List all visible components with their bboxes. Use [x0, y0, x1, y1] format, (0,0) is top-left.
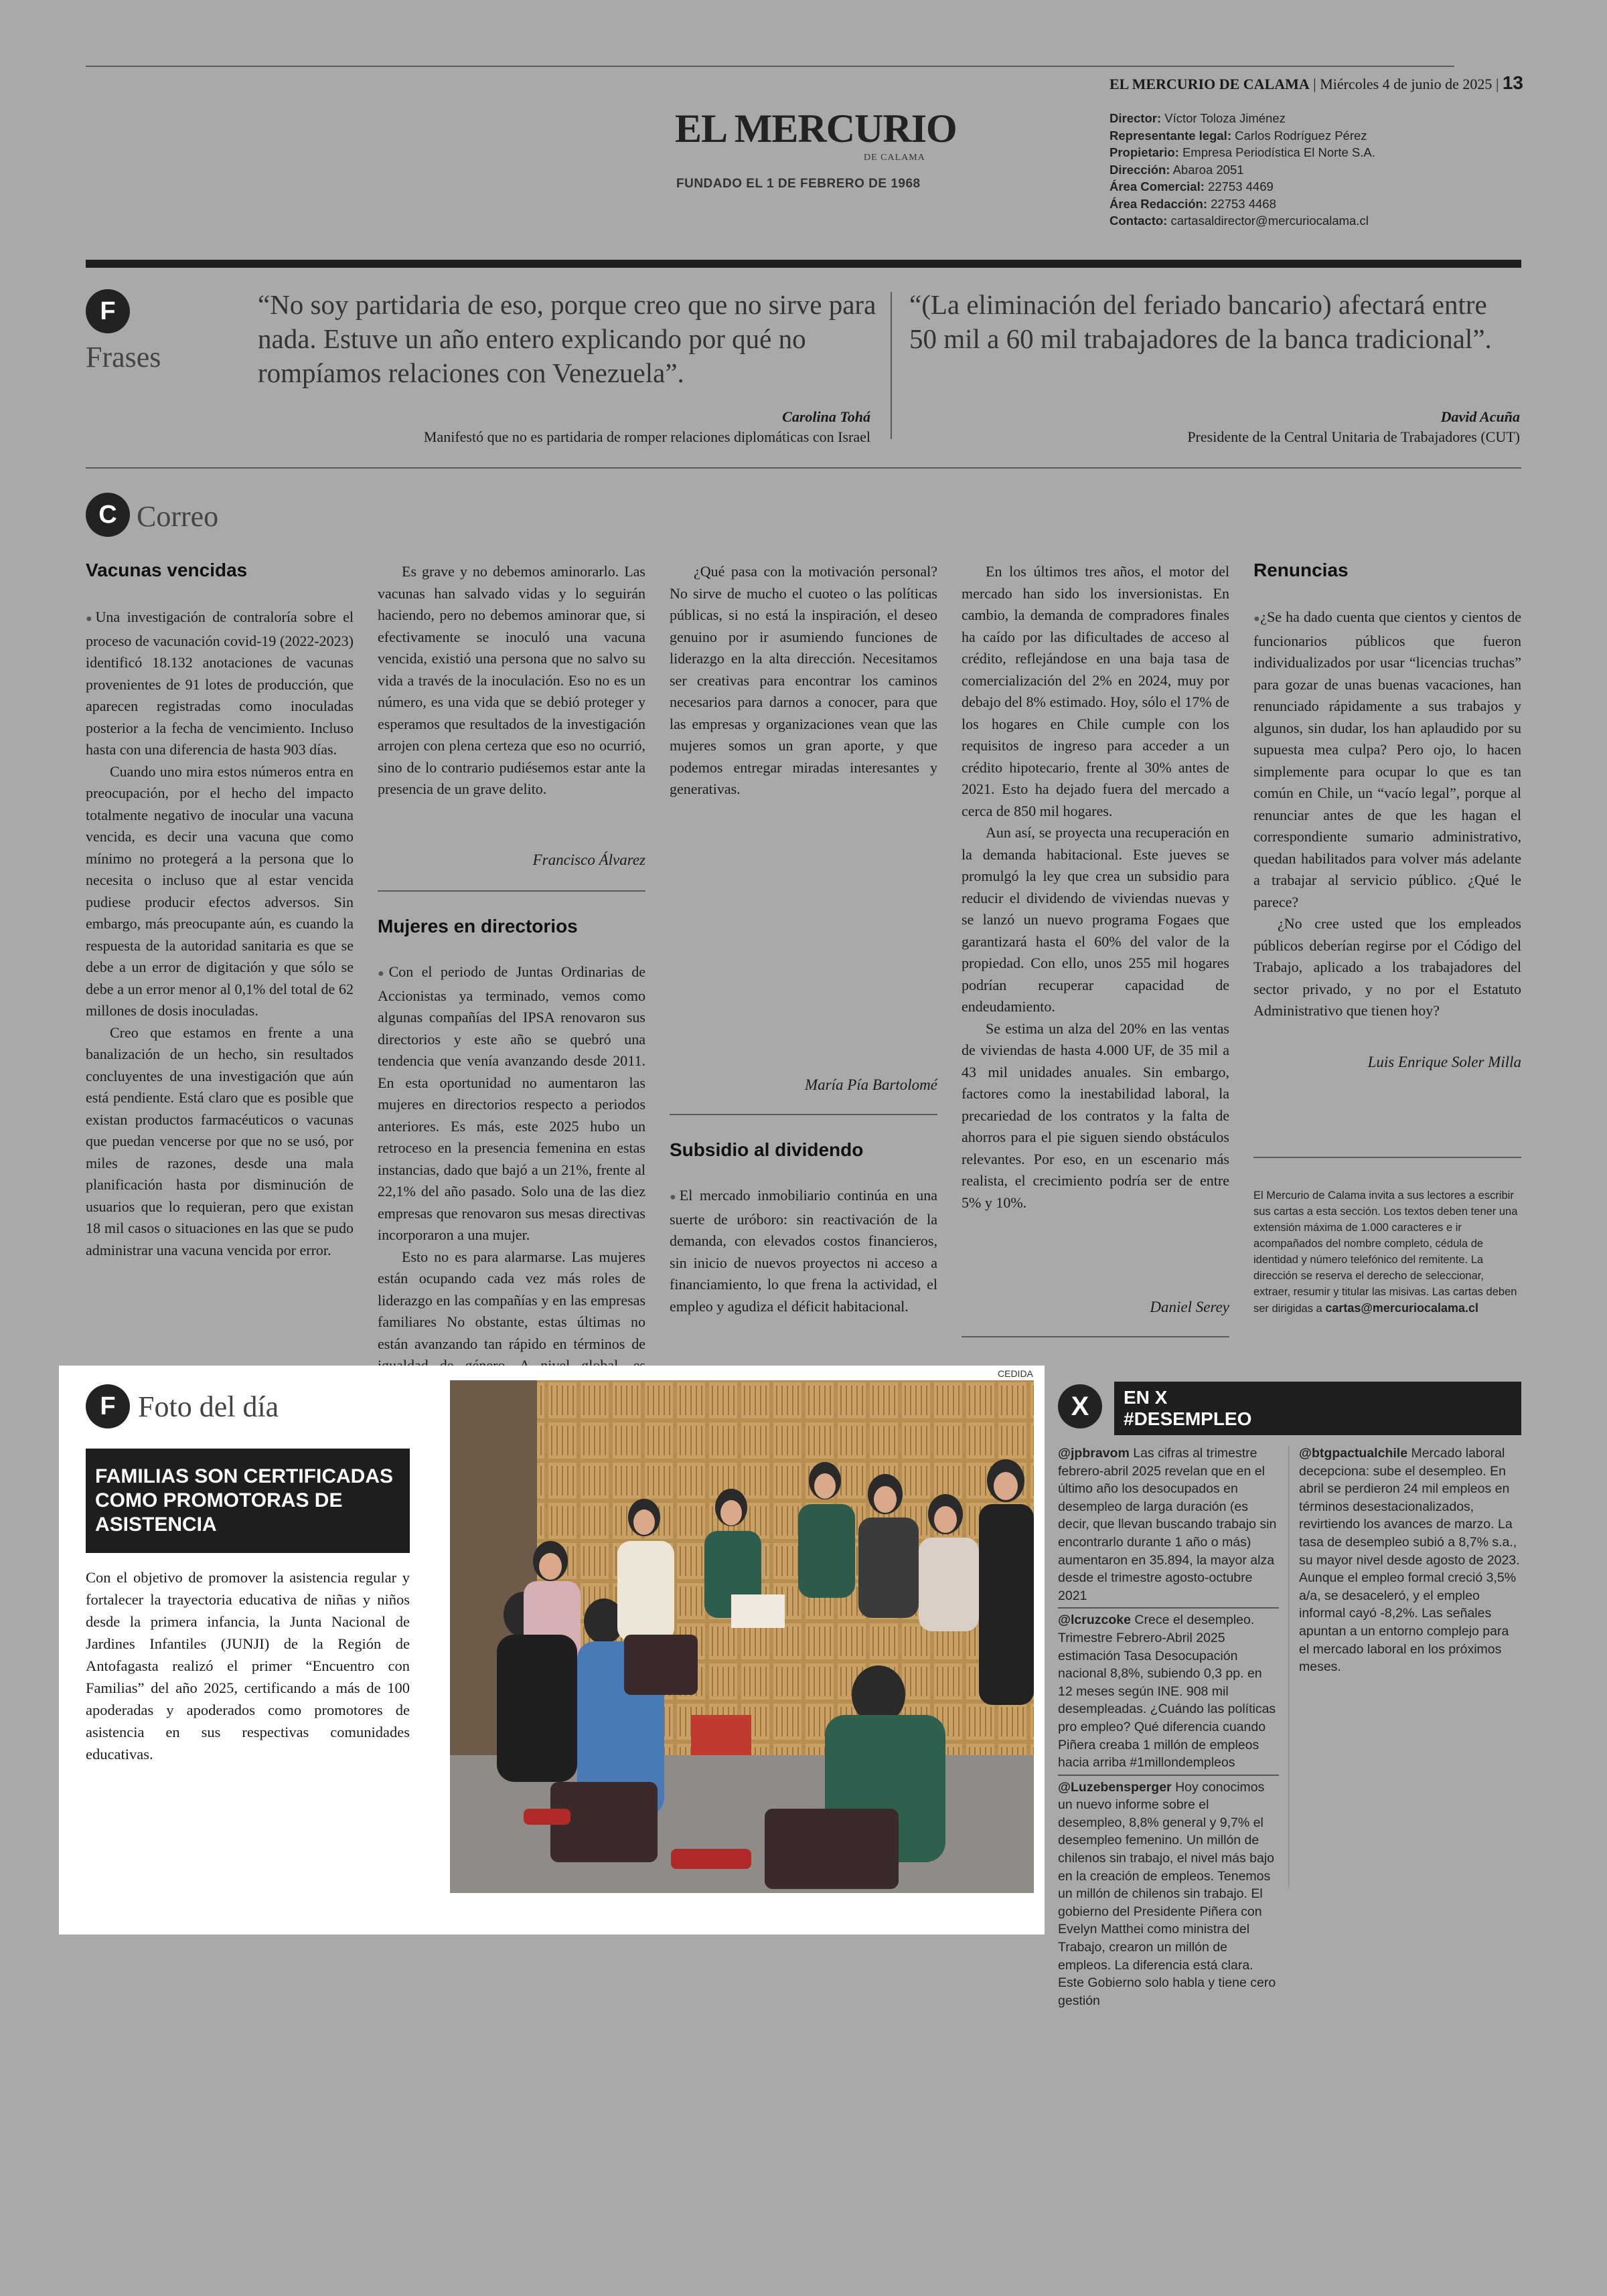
tweet-user[interactable]: @jpbravom — [1058, 1446, 1130, 1461]
foto-badge-icon: F — [86, 1384, 130, 1428]
bullet-icon: ● — [378, 968, 389, 979]
subsidio-col-4 — [962, 561, 1229, 1214]
photo-credit: CEDIDA — [998, 1368, 1033, 1379]
newspaper-logo-sub: DE CALAMA — [864, 153, 925, 163]
founded-line: FUNDADO EL 1 DE FEBRERO DE 1968 — [676, 177, 921, 191]
header-line — [1098, 72, 1523, 94]
x-title-line1: EN X — [1124, 1387, 1168, 1408]
bullet-icon: ● — [86, 613, 96, 625]
staff-row — [1109, 212, 1375, 230]
paragraph-text: Con el periodo de Juntas Ordinarias de Accionistas ya terminado, vemos como algunas compañías del IPSA renovaron sus directorios y este año se quebró una tendencia que venía avanzando desde 2011. En esta oportunidad no aumentaron las mujeres en directorios respecto a periodos anteriores. Es más, este 2025 hubo un retroceso en la presencia femenina en estas instancias, dado que bajó a un 21%, frente al 22,1% del año pasado. Solo una de las diez empresas que renovaron sus mesas directivas incorporaron a una mujer. — [378, 963, 646, 1243]
letter-paragraph: Cuando uno mira estos números entra en preocupación, por el hecho del impacto totalmente negativo de inocular una vacuna vencida, es decir una vacuna que como mínimo no protegerá a la persona que lo necesita o incluso que al estar vencida pudiese producir efectos adversos. Sin embargo, más preocupante aún, es cuando la respuesta de la autoridad sanitaria es que se debe a un error de digitación y que sólo se debe a un error menor al 0,1% del total de 62 millones de dosis inoculadas. — [86, 762, 354, 1019]
staff-value: 22753 4468 — [1211, 196, 1276, 211]
staff-label: Dirección: — [1109, 162, 1170, 177]
staff-value: Víctor Toloza Jiménez — [1164, 111, 1286, 125]
letter-paragraph: Esto no es para alarmarse. Las mujeres están ocupando cada vez más roles de liderazgo en las compañías y en las empresas familiares No obstante, estas últimas no están avanzando tan rápido en términos de — [378, 1248, 645, 1352]
top-rule — [86, 66, 1454, 67]
separator: | — [1313, 76, 1316, 92]
paragraph-text: ¿Se ha dado cuenta que cientos y cientos de funcionarios públicos que fueron individualizados por usar “licencias truchas” para gozar de unas buenas vacaciones, han renunciado rápidamente a sus trabajos y algunos, sin dudar, los han aplaudido por su supuesta mea culpa? Pero ojo, lo hacen simplemente para ocupar lo que es tan común en Chile, un “vacío legal”, porque al renunciar antes de que les hagan el correspondiente sumario administrativo, quedan habilitados para volver más adelante a trabajar al servicio público. ¿Qué le parece? — [1253, 608, 1521, 910]
letter-paragraph — [378, 961, 645, 1246]
vacunas-title: Vacunas vencidas — [86, 560, 248, 580]
col4-bottom-rule — [962, 1336, 1229, 1337]
tweet-user[interactable]: @Luzebensperger — [1058, 1779, 1172, 1795]
letters-note — [1253, 1187, 1521, 1317]
tweet-user[interactable]: @btgpactualchile — [1299, 1446, 1408, 1461]
letter-paragraph: Se estima un alza del 20% en las ventas de viviendas de hasta 4.000 UF, de 35 mil a 43 mil unidades anuales. Sin embargo, factores como la inestabilidad laboral, la precariedad de los contratos y la falta de ahorros para el pie siguen siendo obstáculos relevantes. Por eso, en un escenario más realista, el crecimiento podría ser de entre 5% y 10%. — [962, 1019, 1229, 1211]
tweet-text: Crece el desempleo. Trimestre Febrero-Abril 2025 estimación Tasa Desocupación nacional 8,8%, subiendo 0,3 pp. en 12 meses según INE. 908 mil desempleadas. ¿Cuándo las políticas pro empleo? Qué diferencia cuando Piñera creaba 1 millón de empleos hacia arriba #1millondempleos — [1058, 1613, 1276, 1771]
issue-date: Miércoles 4 de junio de 2025 — [1320, 76, 1493, 92]
thick-rule — [86, 260, 1521, 268]
staff-row — [1109, 161, 1375, 179]
letter-paragraph: ¿No cree usted que los empleados públicos deberían regirse por el Código del Trabajo, aplicado a los trabajadores del sector privado, y no por el Estatuto Administrativo que tienen hoy? — [1253, 915, 1521, 1019]
foto-image — [450, 1380, 1034, 1893]
subsidio-col-3 — [670, 1185, 937, 1317]
bullet-icon: ● — [670, 1192, 680, 1203]
quote-acuña: “(La eliminación del feriado bancario) afectará entre 50 mil a 60 mil trabajadores de la banca tradicional”. — [909, 289, 1492, 354]
col2-divider — [378, 890, 645, 892]
staff-row — [1109, 110, 1375, 127]
staff-box — [1109, 110, 1375, 230]
tweet-text: Mercado laboral decepciona: sube el desempleo. En abril se perdieron 24 mil empleos en términos desestacionalizados, revirtiendo los avances de marzo. La tasa de desempleo subió a 8,7% s.a., su mayor nivel desde agosto de 2023. Aunque el empleo formal creció 3,5% a/a, se desaceleró, y el empleo informal cayó -8,2%. Las señales apuntan a un entorno complejo para el mercado laboral en los próximos meses. — [1299, 1446, 1520, 1675]
subsidio-title: Subsidio al dividendo — [670, 1139, 864, 1160]
letter-paragraph — [670, 1185, 937, 1317]
quote-author-2: David Acuña — [1440, 408, 1520, 425]
x-title-line2: #DESEMPLEO — [1124, 1408, 1252, 1429]
subsidio-signature: Daniel Serey — [1150, 1299, 1229, 1315]
quote-role-2: Presidente de la Central Unitaria de Trabajadores (CUT) — [1187, 428, 1520, 445]
staff-value: Abaroa 2051 — [1172, 162, 1244, 177]
bullet-icon: ● — [1253, 613, 1261, 625]
foto-label: Foto del día — [138, 1390, 279, 1423]
letter-paragraph: Aun así, se proyecta una recuperación en la demanda habitacional. Este jueves se promulgó la ley que crea un subsidio para reducir el dividendo de viviendas nuevas y se lanzó un nuevo programa Fogaes que garantizará hasta el 60% del valor de la propiedad. Con ello, unos 255 mil hogares podrían recuperar capacidad de endeudamiento. — [962, 824, 1229, 1015]
staff-value: Carlos Rodríguez Pérez — [1235, 128, 1367, 143]
staff-value: cartasaldirector@mercuriocalama.cl — [1170, 214, 1369, 228]
correo-label: Correo — [137, 500, 219, 533]
staff-value: Empresa Periodística El Norte S.A. — [1182, 145, 1375, 159]
note-text: El Mercurio de Calama invita a sus lectores a escribir sus cartas a esta sección. Los textos deben tener una extensión máxima de 1.000 caracteres e ir acompañados del nombre completo, cédula de identidad y número telefónico del remitente. La dirección se reserva el derecho de seleccionar, extraer, resumir y titular las misivas. Las cartas deben ser dirigidas a — [1253, 1190, 1518, 1315]
tweets-col-1 — [1058, 1445, 1279, 2008]
frases-label: Frases — [86, 341, 161, 374]
quote-tohá: “No soy partidaria de eso, porque creo que no sirve para nada. Estuve un año entero explicando por qué no rompíamos relaciones con Venezuela”. — [258, 289, 876, 388]
letter-paragraph: Es grave y no debemos aminorarlo. Las vacunas han salvado vidas y lo seguirán haciendo, pero no debemos aminorar que, si efectivamente se inoculó una vacuna vencida, existió una persona que no salvo su vida a través de la inoculación. Eso no es un número, es una vida que se debió proteger y esperamos que resultados de la investigación arrojen con plena certeza que eso no ocurrió, sino de lo contrario pudiésemos estar ante la presencia de un grave delito. — [378, 563, 645, 797]
staff-label: Director: — [1109, 111, 1162, 125]
letter-paragraph: En los últimos tres años, el motor del mercado han sido los inversionistas. En cambio, la demanda de compradores finales ha caído por las dificultades de acceso al crédito, reflejándose en una baja tasa de comercialización del 2% en 2024, muy por debajo del 8% estimado. Hoy, sólo el 17% de los hogares en Chile cumple con los requisitos de ingreso para acceder a un crédito hipotecario, frente al 30% antes de 2021. Esto ha dejado fuera del mercado a cerca de 850 mil hogares. — [962, 563, 1229, 819]
tweet — [1058, 1779, 1279, 2008]
staff-label: Área Redacción: — [1109, 196, 1207, 211]
newspaper-logo: EL MERCURIO — [675, 106, 957, 151]
letter-paragraph — [86, 606, 354, 761]
correo-badge-icon: C — [86, 493, 130, 537]
paragraph-text: Una investigación de contraloría sobre el proceso de vacunación covid-19 (2022-2023) identificó 18.132 anotaciones de vacunas provenientes de 91 lotes de producción, que aparecen registradas como inoculadas posterior a la fecha de vencimiento. Incluso hasta con una diferencia de hasta 903 días. — [86, 608, 354, 758]
staff-label: Representante legal: — [1109, 128, 1231, 143]
tweet — [1058, 1611, 1279, 1775]
vacunas-signature: Francisco Álvarez — [532, 851, 645, 868]
tweet-text: Hoy conocimos un nuevo informe sobre el desempleo, 8,8% general y 9,7% el desempleo femenino. Un millón de chilenos sin trabajo, el nivel más bajo en la creación de empleos. Tenemos un millón de chilenos sin trabajo. El gobierno del Presidente Piñera con Evelyn Matthei como ministra del Trabajo, crearon un millón de empleos. La diferencia está clara. Este Gobierno solo habla y tiene cero gestión — [1058, 1779, 1276, 2008]
frases-bottom-rule — [86, 467, 1521, 469]
renuncias-col-5 — [1253, 606, 1521, 1022]
staff-row — [1109, 127, 1375, 145]
quote-author-1: Carolina Tohá — [782, 408, 870, 425]
mujeres-signature: María Pía Bartolomé — [804, 1076, 937, 1093]
staff-label: Área Comercial: — [1109, 179, 1205, 193]
letter-paragraph: Creo que estamos en frente a una banalización de un hecho, sin resultados concluyentes de una investigación que aún está pendiente. Está claro que es posible que existan productos farmacéuticos o vacunas que puedan vencerse por que no se usó, por miles de razones, desde una mala planificación hasta por disminución de usuarios que lo requieran, pero que existan 18 mil casos o situaciones en las que se pudo administrar una vacuna vencida por error. — [86, 1023, 354, 1258]
tweet-text: Las cifras al trimestre febrero-abril 2025 revelan que en el último año los desocupados en desempleo de larga duración (es decir, que llevan buscando trabajo sin encontrarlo durante 1 año o más) aumentaron en 35.894, la mayor alza desde el trimestre agosto-octubre 2021 — [1058, 1446, 1277, 1603]
separator: | — [1495, 76, 1499, 92]
staff-row — [1109, 144, 1375, 161]
col3-divider — [670, 1114, 937, 1115]
col5-divider — [1253, 1157, 1521, 1158]
paper-name: EL MERCURIO DE CALAMA — [1109, 76, 1310, 92]
frases-divider — [891, 292, 892, 439]
x-col-divider — [1288, 1446, 1289, 1888]
staff-row — [1109, 178, 1375, 195]
x-title — [1114, 1382, 1521, 1435]
staff-label: Propietario: — [1109, 145, 1179, 159]
staff-label: Contacto: — [1109, 214, 1168, 228]
tweets-col-2 — [1299, 1445, 1521, 1682]
foto-caption: Con el objetivo de promover la asistencia regular y fortalecer la trayectoria educativa de niñas y niños desde la primera infancia, la Junta Nacional de Jardines Infantiles (JUNJI) de la Región de Antofagasta realizó el primer “Encuentro con Familias” del año 2025, certificando a más de 100 apoderadas y apoderados como promotores de asistencia en sus respectivas comunidades educativas. — [86, 1569, 410, 1762]
staff-value: 22753 4469 — [1208, 179, 1274, 193]
tweet — [1058, 1445, 1279, 1609]
vacunas-col-1 — [86, 606, 354, 1261]
tweet — [1299, 1445, 1521, 1679]
frases-badge-icon: F — [86, 289, 130, 333]
letter-paragraph — [1253, 606, 1521, 913]
mujeres-title: Mujeres en directorios — [378, 916, 578, 936]
tweet-user[interactable]: @lcruzcoke — [1058, 1613, 1131, 1628]
quote-role-1: Manifestó que no es partidaria de romper relaciones diplomáticas con Israel — [423, 428, 870, 445]
foto-title: FAMILIAS SON CERTIFICADAS COMO PROMOTORAS DE ASISTENCIA — [86, 1449, 410, 1553]
renuncias-title: Renuncias — [1253, 560, 1349, 580]
x-logo-icon: X — [1058, 1384, 1102, 1428]
renuncias-signature: Luis Enrique Soler Milla — [1367, 1054, 1521, 1070]
staff-row — [1109, 195, 1375, 213]
page-number: 13 — [1502, 72, 1523, 93]
mujeres-col-3 — [670, 561, 937, 801]
paragraph-text: El mercado inmobiliario continúa en una suerte de uróboro: sin reactivación de la demanda, con elevados costos financieros, sin inicio de nuevos proyectos ni acceso a financiamiento, lo que frena la actividad, el empleo y agudiza el déficit habitacional. — [670, 1187, 937, 1315]
photo-illustration — [450, 1380, 1034, 1893]
letters-email[interactable]: cartas@mercuriocalama.cl — [1325, 1301, 1478, 1315]
letter-paragraph: ¿Qué pasa con la motivación personal? No sirve de mucho el cuoteo o las políticas públicas, si no está la inspiración, el deseo genuino por ir asumiendo funciones de liderazgo en la alta dirección. Necesitamos ser creativas para encontrar los caminos necesarios para darnos a conocer, para que las empresas y organizaciones vean que las mujeres somos un gran aporte, y que podemos entregar miradas interesantes y generativas. — [670, 563, 937, 797]
vacunas-col-2 — [378, 561, 645, 801]
